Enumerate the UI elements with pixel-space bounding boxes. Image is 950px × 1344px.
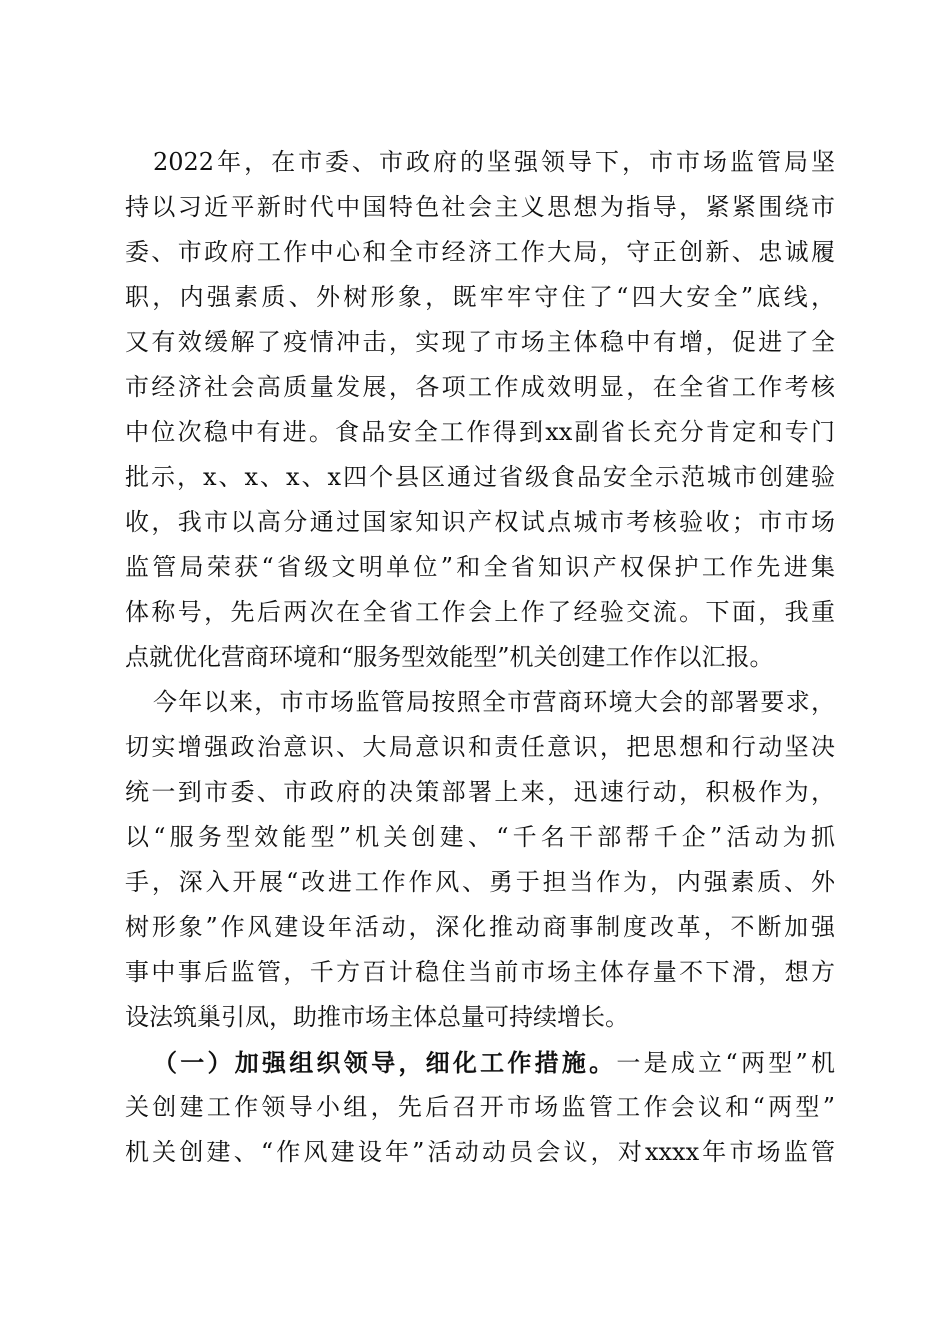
- heading-line-rest: 一是成立“两型”机: [616, 1049, 835, 1077]
- text-line: 市经济社会高质量发展，各项工作成效明显，在全省工作考核: [125, 373, 835, 401]
- document-body: [125, 140, 835, 1175]
- text-line: 体称号，先后两次在全省工作会上作了经验交流。下面，我重: [125, 598, 835, 626]
- text-line: 事中事后监管，千方百计稳住当前市场主体存量不下滑，想方: [125, 958, 835, 986]
- section-heading: （一）加强组织领导，细化工作措施。: [153, 1048, 617, 1077]
- text-line: 手，深入开展“改进工作作风、勇于担当作为，内强素质、外: [125, 868, 835, 896]
- text-line: 设法筑巢引凤，助推市场主体总量可持续增长。: [125, 1003, 629, 1031]
- text-line: 中位次稳中有进。食品安全工作得到xx副省长充分肯定和专门: [125, 418, 835, 446]
- text-line: 点就优化营商环境和“服务型效能型”机关创建工作作以汇报。: [125, 643, 774, 671]
- text-line: 又有效缓解了疫情冲击，实现了市场主体稳中有增，促进了全: [125, 328, 835, 356]
- paragraph-3: [125, 1040, 835, 1175]
- text-line: 监管局荣获“省级文明单位”和全省知识产权保护工作先进集: [125, 553, 835, 581]
- paragraph-1: [125, 140, 835, 680]
- text-line: 委、市政府工作中心和全市经济工作大局，守正创新、忠诚履: [125, 238, 835, 266]
- text-line: [125, 1040, 835, 1085]
- text-line: 树形象”作风建设年活动，深化推动商事制度改革，不断加强: [125, 913, 835, 941]
- text-line: 切实增强政治意识、大局意识和责任意识，把思想和行动坚决: [125, 733, 835, 761]
- text-line: 2022年，在市委、市政府的坚强领导下，市市场监管局坚: [153, 148, 835, 176]
- text-line: 以“服务型效能型”机关创建、“千名干部帮千企”活动为抓: [125, 823, 835, 851]
- text-line: 批示，x、x、x、x四个县区通过省级食品安全示范城市创建验: [125, 463, 835, 491]
- text-line: 收，我市以高分通过国家知识产权试点城市考核验收；市市场: [125, 508, 835, 536]
- paragraph-2: [125, 680, 835, 1040]
- text-line: 职，内强素质、外树形象，既牢牢守住了“四大安全”底线，: [125, 283, 835, 311]
- text-line: 关创建工作领导小组，先后召开市场监管工作会议和“两型”: [125, 1093, 835, 1121]
- text-line: 持以习近平新时代中国特色社会主义思想为指导，紧紧围绕市: [125, 193, 835, 221]
- text-line: 统一到市委、市政府的决策部署上来，迅速行动，积极作为，: [125, 778, 835, 806]
- text-line: 今年以来，市市场监管局按照全市营商环境大会的部署要求，: [153, 688, 835, 716]
- text-line: 机关创建、“作风建设年”活动动员会议，对xxxx年市场监管: [125, 1138, 835, 1166]
